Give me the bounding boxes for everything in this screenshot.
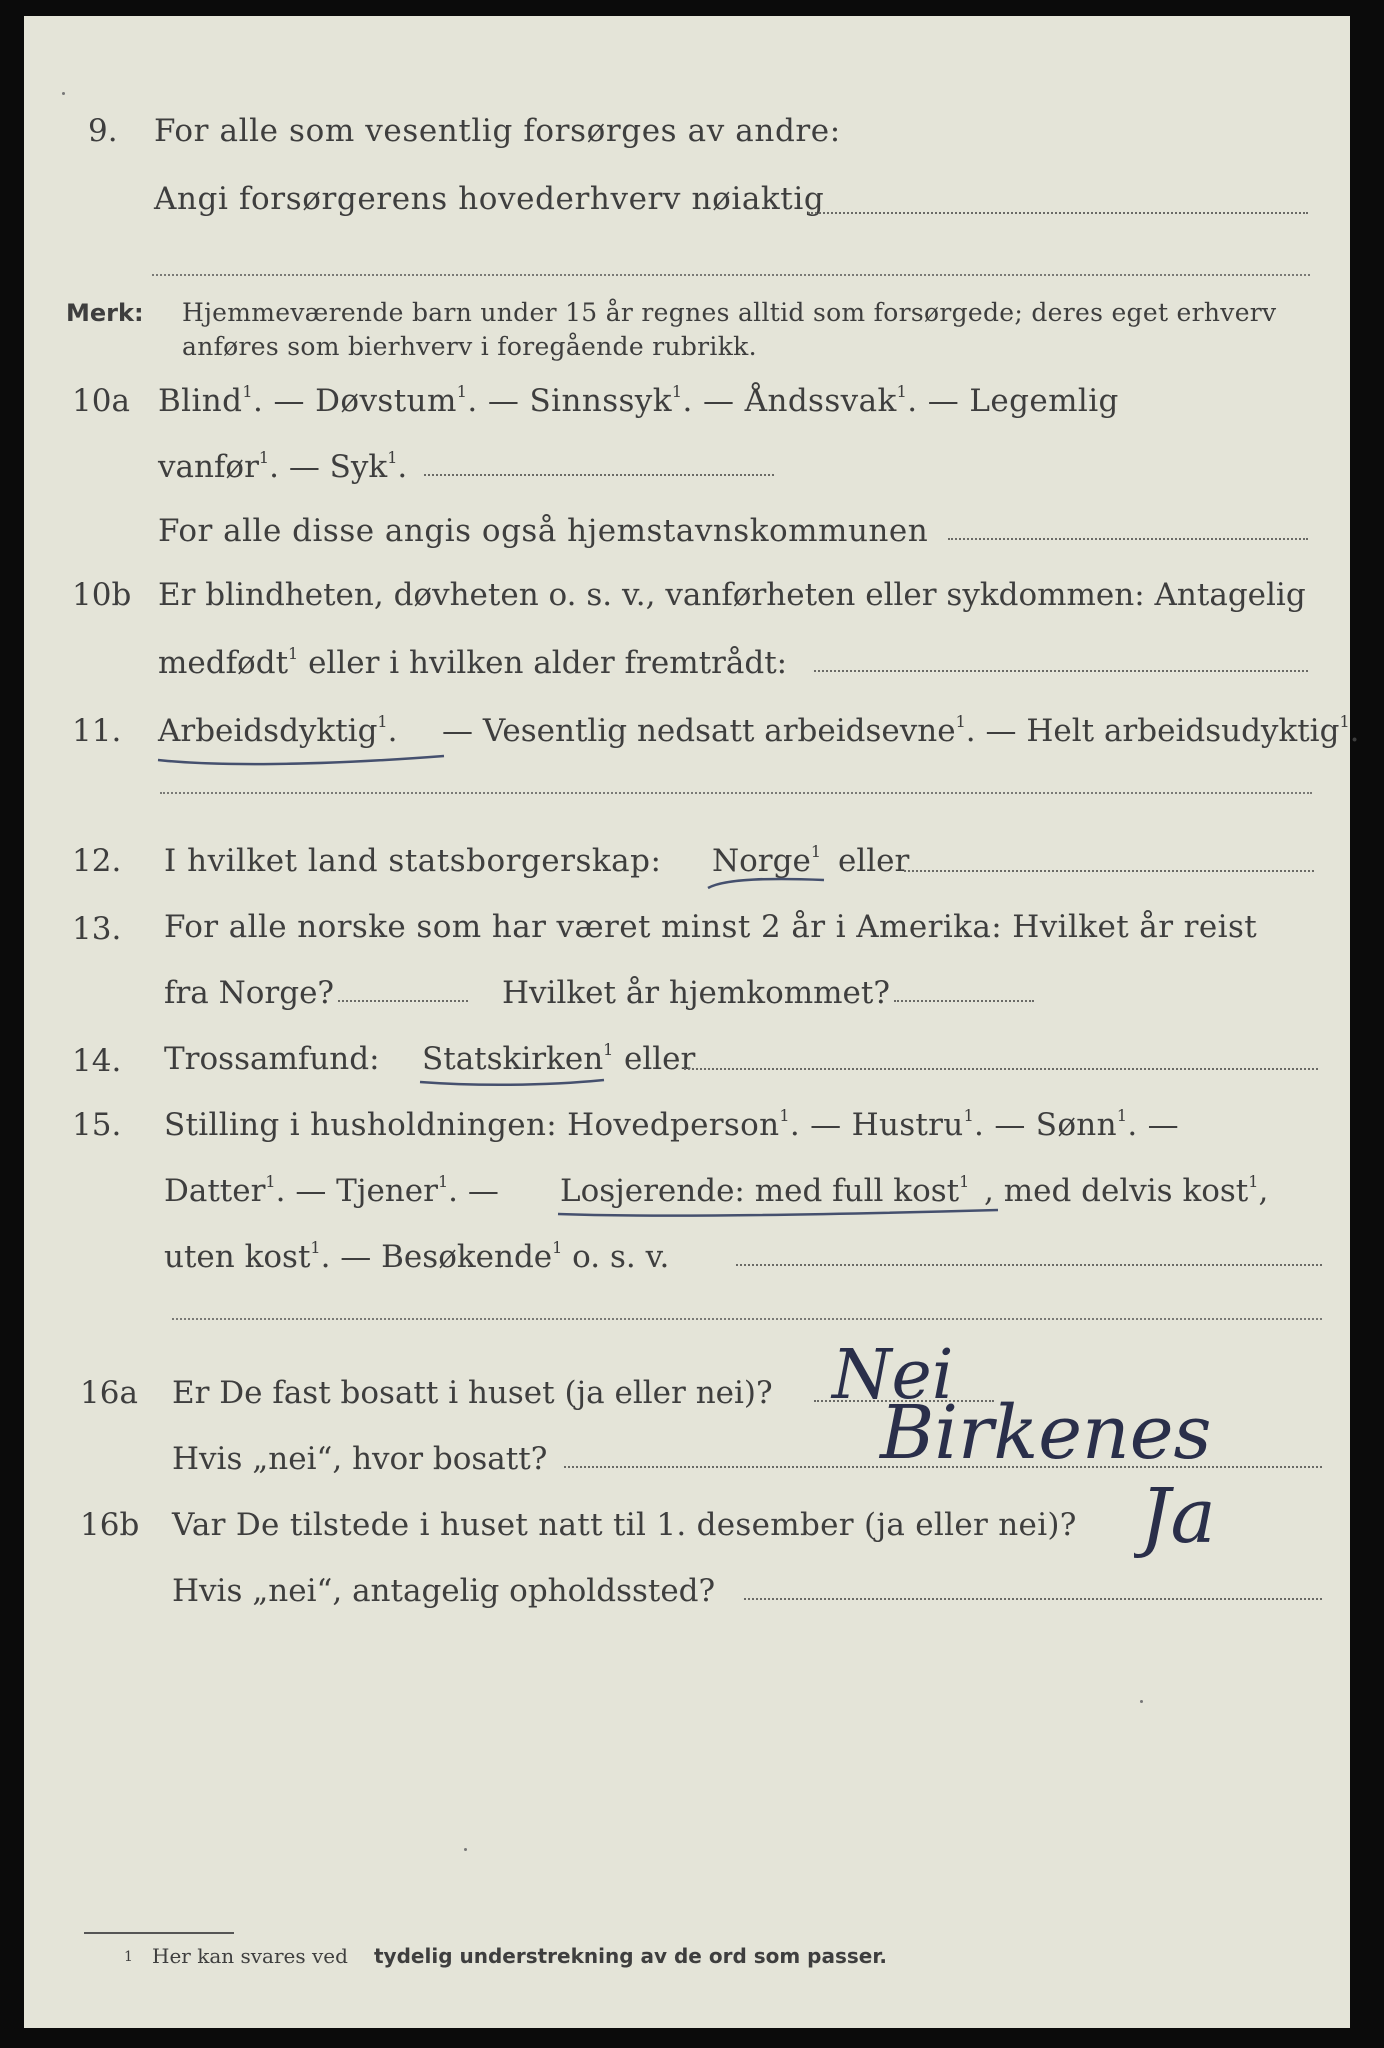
q15-line2-end: , med delvis kost$^1$, xyxy=(984,1172,1269,1209)
q14-eller: eller xyxy=(624,1041,696,1077)
merk-label: Merk: xyxy=(66,299,144,327)
q13-reist-line xyxy=(338,1000,468,1002)
q9-line2: Angi forsørgerens hovederhverv nøiaktig xyxy=(154,181,825,217)
q9-answer-line xyxy=(808,212,1308,214)
q14-option-statskirken: Statskirken$^1$ xyxy=(422,1040,614,1077)
q13-line1: For alle norske som har været minst 2 år i Amerika: Hvilket år reist xyxy=(164,909,1258,945)
paper-speck xyxy=(1140,1700,1143,1703)
svg-text:Nei: Nei xyxy=(832,1336,954,1415)
q14-number: 14. xyxy=(72,1043,122,1079)
q15-line3: uten kost$^1$. — Besøkende$^1$ o. s. v. xyxy=(164,1238,670,1275)
q12-eller: eller xyxy=(838,843,910,879)
footnote-text-plain: Her kan svares ved xyxy=(152,1944,348,1968)
q10b-line1: Er blindheten, døvheten o. s. v., vanførheten eller sykdommen: Antagelig xyxy=(158,577,1306,613)
q9-separator xyxy=(152,274,1310,276)
q11-separator xyxy=(160,792,1312,794)
q16a-line2: Hvis „nei“, hvor bosatt? xyxy=(172,1441,548,1477)
q13-number: 13. xyxy=(72,911,122,947)
q16b-line1: Var De tilstede i huset natt til 1. desember (ja eller nei)? xyxy=(172,1507,1077,1543)
q12-handwritten-underline xyxy=(696,872,836,898)
q15-answer-line xyxy=(736,1264,1322,1266)
q15-separator xyxy=(172,1318,1322,1320)
q15-number: 15. xyxy=(72,1107,122,1143)
q10a-hometown-line xyxy=(948,538,1308,540)
q15-handwritten-underline xyxy=(554,1202,1004,1226)
q12-answer-line xyxy=(904,870,1314,872)
q10b-answer-line xyxy=(814,670,1308,672)
census-form-page xyxy=(24,16,1360,2028)
q10a-line3: For alle disse angis også hjemstavnskommunen xyxy=(158,513,929,549)
q10b-line2: medfødt$^1$ eller i hvilken alder fremtrådt: xyxy=(158,644,788,681)
q14-handwritten-underline xyxy=(414,1070,614,1094)
q14-answer-line xyxy=(684,1068,1318,1070)
q11-handwritten-underline xyxy=(154,744,454,774)
q16b-number: 16b xyxy=(80,1507,140,1543)
q16b-answer-line xyxy=(744,1598,1322,1600)
q11-option-selected: Arbeidsdyktig$^1$. xyxy=(158,712,398,749)
q13-hjemkommet-line xyxy=(894,1000,1034,1002)
q16a-number: 16a xyxy=(80,1375,138,1411)
q14-question: Trossamfund: xyxy=(164,1041,380,1077)
q10b-number: 10b xyxy=(72,577,132,613)
q9-line1: For alle som vesentlig forsørges av andre: xyxy=(154,113,841,149)
q15-option-losjerende: Losjerende: med full kost$^1$ xyxy=(560,1172,970,1209)
q10a-number: 10a xyxy=(72,383,130,419)
q11-options: — Vesentlig nedsatt arbeidsevne$^1$. — Helt arbeidsudyktig$^1$. xyxy=(442,712,1360,749)
paper-speck xyxy=(62,92,65,95)
q12-option-norge: Norge$^1$ xyxy=(712,842,821,879)
q9-number: 9. xyxy=(88,113,118,149)
svg-text:Ja: Ja xyxy=(1140,1471,1216,1560)
footnote-mark: 1 xyxy=(124,1949,133,1965)
q13-reist-label: fra Norge? xyxy=(164,975,335,1011)
q12-number: 12. xyxy=(72,843,122,879)
footnote-text-bold: tydelig understrekning av de ord som passer. xyxy=(374,1944,887,1968)
q15-line1: Stilling i husholdningen: Hovedperson$^1$. — Hustru$^1$. — Sønn$^1$. — xyxy=(164,1106,1179,1143)
q16b-line2: Hvis „nei“, antagelig opholdssted? xyxy=(172,1573,716,1609)
q11-number: 11. xyxy=(72,713,122,749)
q12-question: I hvilket land statsborgerskap: xyxy=(164,843,662,879)
paper-speck xyxy=(464,1848,467,1851)
svg-text:Birkenes: Birkenes xyxy=(880,1390,1212,1476)
footnote-rule xyxy=(84,1932,234,1934)
q10a-answer-line xyxy=(424,474,774,476)
q13-hjemkommet-label: Hvilket år hjemkommet? xyxy=(502,975,890,1011)
q16a-line1: Er De fast bosatt i huset (ja eller nei)? xyxy=(172,1375,773,1411)
q10a-line2: vanfør$^1$. — Syk$^1$. xyxy=(158,448,408,485)
q15-line2-start: Datter$^1$. — Tjener$^1$. — xyxy=(164,1172,499,1209)
q16b-handwritten-ja xyxy=(1134,1468,1284,1588)
q10a-line1: Blind$^1$. — Døvstum$^1$. — Sinnssyk$^1$. — Åndssvak$^1$. — Legemlig xyxy=(158,382,1119,419)
merk-line2: anføres som bierhverv i foregående rubrikk. xyxy=(182,332,757,361)
merk-line1: Hjemmeværende barn under 15 år regnes alltid som forsørgede; deres eget erhverv xyxy=(182,298,1277,327)
